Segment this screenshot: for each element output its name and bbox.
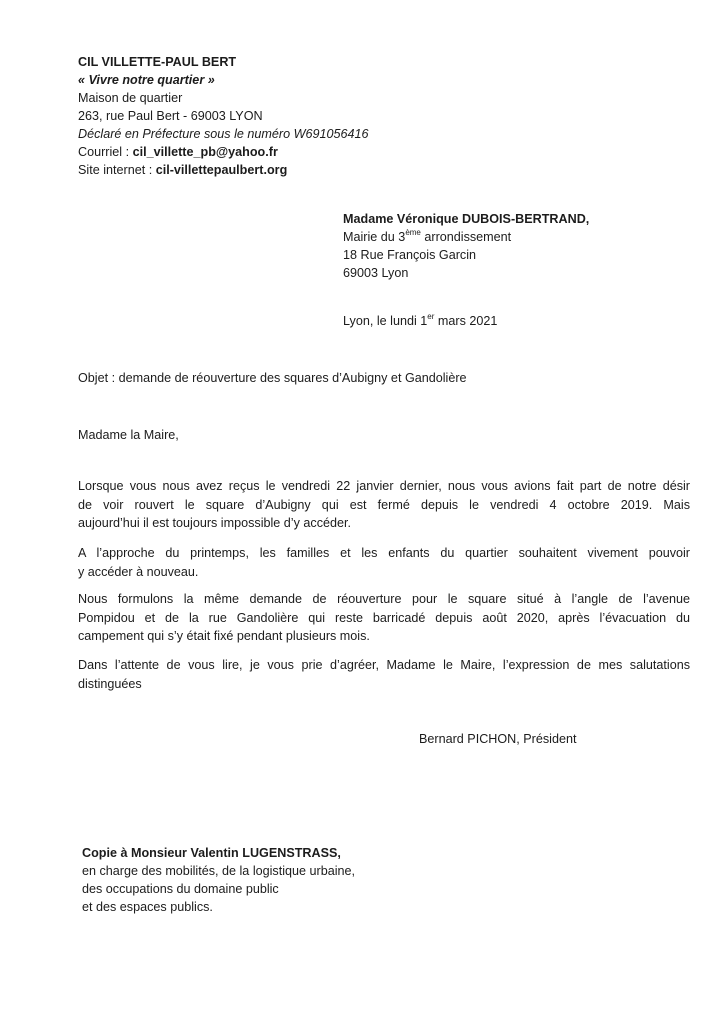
date-line [343,312,497,330]
paragraph-line: aujourd’hui il est toujours impossible d’y accéder. [78,516,352,530]
sender-registration: Déclaré en Préfecture sous le numéro W691056416 [78,127,369,141]
recipient-office [343,228,589,246]
copy-line: des occupations du domaine public [82,882,279,896]
body-paragraph-1 [78,477,690,533]
copy-block [82,844,355,916]
sender-venue: Maison de quartier [78,91,183,105]
signature-text: Bernard PICHON, Président [419,732,577,746]
recipient-city: 69003 Lyon [343,266,409,280]
signature-block [419,730,576,748]
date-text [343,312,497,330]
sender-motto: « Vivre notre quartier » [78,73,215,87]
paragraph-line: A l’approche du printemps, les familles et les enfants du quartier souhaitent vivement pouvoir [78,546,690,560]
recipient-street: 18 Rue François Garcin [343,248,476,262]
salutation-text: Madame la Maire, [78,428,179,442]
recipient-block [343,210,589,282]
date-suffix: mars 2021 [434,314,498,328]
paragraph-line: Dans l’attente de vous lire, je vous prie d’agréer, Madame le Maire, l’expression de mes salutations [78,658,690,672]
date-prefix: Lyon, le lundi 1 [343,314,428,328]
subject-text: Objet : demande de réouverture des squares d’Aubigny et Gandolière [78,371,467,385]
paragraph-line: Pompidou et de la rue Gandolière qui reste barricadé depuis août 2020, après l’évacuation du [78,610,690,625]
sender-email: cil_villette_pb@yahoo.fr [132,145,278,159]
date-sup: er [427,312,435,321]
body-paragraph-2 [78,544,690,581]
paragraph-line: distinguées [78,676,142,691]
copy-heading: Copie à Monsieur Valentin LUGENSTRASS, [82,846,341,860]
paragraph-line: y accéder à nouveau. [78,564,199,579]
recipient-office-sup: ème [405,228,421,237]
email-label: Courriel : [78,145,133,159]
recipient-office-suffix: arrondissement [420,230,512,244]
sender-website: cil-villettepaulbert.org [155,163,288,177]
sender-address: 263, rue Paul Bert - 69003 LYON [78,109,263,123]
body-paragraph-4 [78,656,690,693]
recipient-name: Madame Véronique DUBOIS-BERTRAND, [343,212,590,226]
subject-line [78,369,467,387]
sender-email-line [78,143,369,161]
website-label: Site internet : [78,163,156,177]
body-paragraph-3 [78,590,690,646]
paragraph-line: de voir rouvert le square d’Aubigny qui est fermé depuis le vendredi 4 octobre 2019. Mais [78,497,690,512]
sender-website-line [78,161,369,179]
recipient-office-prefix: Mairie du 3 [343,230,406,244]
copy-line: et des espaces publics. [82,900,213,914]
paragraph-line: campement qui s’y était fixé pendant plusieurs mois. [78,629,370,643]
paragraph-line: Nous formulons la même demande de réouverture pour le square situé à l’angle de l’avenue [78,592,690,606]
salutation [78,426,179,444]
sender-organization: CIL VILLETTE-PAUL BERT [78,55,237,69]
sender-block [78,53,369,179]
paragraph-line: Lorsque vous nous avez reçus le vendredi 22 janvier dernier, nous vous avions fait part de notre désir [78,479,690,493]
copy-line: en charge des mobilités, de la logistique urbaine, [82,864,356,878]
